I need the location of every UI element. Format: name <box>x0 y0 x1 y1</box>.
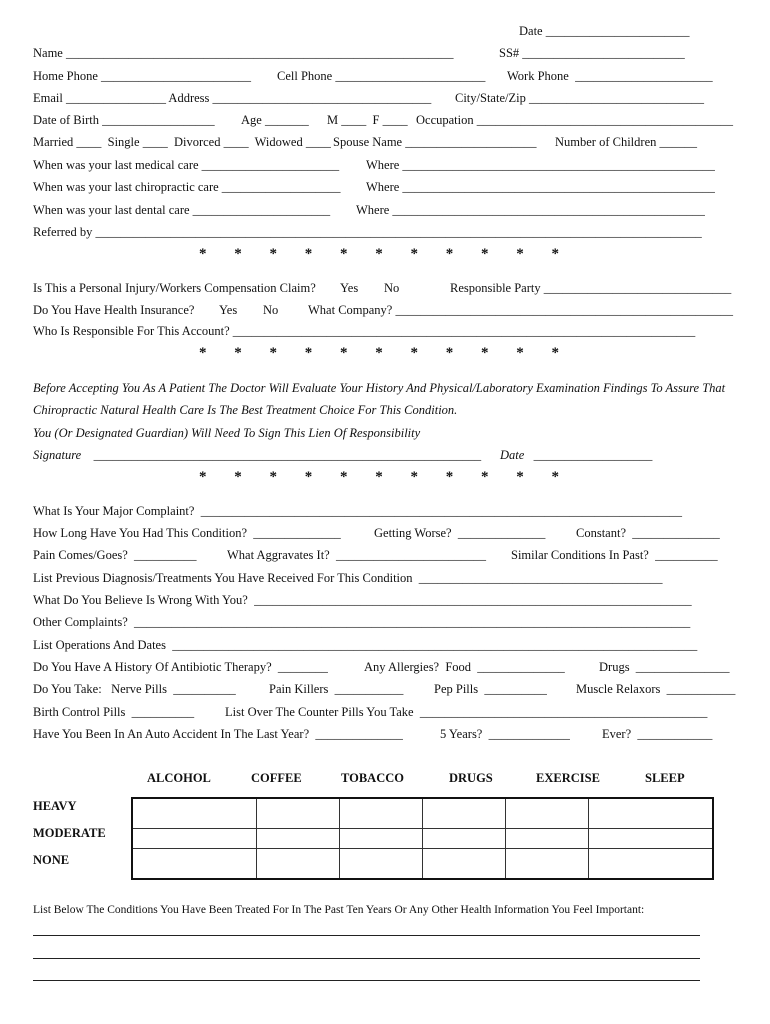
habit-cell[interactable] <box>257 828 340 848</box>
conditions-line[interactable] <box>33 980 700 981</box>
chiropractic-where-field[interactable]: Where __________________________________________________ <box>366 180 715 194</box>
habit-cell[interactable] <box>589 849 714 879</box>
habit-column-header: SLEEP <box>645 771 685 785</box>
similar-conditions-field[interactable]: Similar Conditions In Past? __________ <box>511 548 718 562</box>
drug-allergies-field[interactable]: Drugs _______________ <box>599 660 730 674</box>
habits-table <box>131 797 714 880</box>
habit-cell[interactable] <box>589 798 714 828</box>
last-dental-care-field[interactable]: When was your last dental care ______________________ <box>33 203 331 217</box>
city-state-zip-field[interactable]: City/State/Zip ____________________________ <box>455 91 704 105</box>
major-complaint-field[interactable]: What Is Your Major Complaint? _____________________________________________________________________________ <box>33 504 682 518</box>
section-divider: * * * * * * * * * * * <box>199 469 571 485</box>
lien-paragraph-line: Chiropractic Natural Health Care Is The Best Treatment Choice For This Condition. <box>33 403 458 417</box>
habit-cell[interactable] <box>506 798 589 828</box>
responsible-party-field[interactable]: Responsible Party ______________________________ <box>450 281 732 295</box>
habit-column-header: DRUGS <box>449 771 493 785</box>
last-medical-care-field[interactable]: When was your last medical care ______________________ <box>33 158 340 172</box>
getting-worse-field[interactable]: Getting Worse? ______________ <box>374 526 546 540</box>
birth-control-field[interactable]: Birth Control Pills __________ <box>33 705 195 719</box>
medical-where-field[interactable]: Where __________________________________________________ <box>366 158 715 172</box>
food-allergies-field[interactable]: Any Allergies? Food ______________ <box>364 660 565 674</box>
habit-row-label: MODERATE <box>33 826 106 840</box>
otc-pills-field[interactable]: List Over The Counter Pills You Take ______________________________________________ <box>225 705 708 719</box>
name-field[interactable]: Name ______________________________________________________________ <box>33 46 454 60</box>
habit-cell[interactable] <box>257 849 340 879</box>
habit-cell[interactable] <box>423 828 506 848</box>
signature-date-field[interactable]: Date ___________________ <box>500 448 653 462</box>
conditions-line[interactable] <box>33 935 700 936</box>
habit-row-label: HEAVY <box>33 799 77 813</box>
nerve-pills-field[interactable]: Do You Take: Nerve Pills __________ <box>33 682 236 696</box>
signature-field[interactable]: Signature ______________________________________________________________ <box>33 448 482 462</box>
marital-status-field[interactable]: Married ____ Single ____ Divorced ____ Widowed ____ <box>33 135 331 149</box>
habit-column-header: EXERCISE <box>536 771 600 785</box>
operations-field[interactable]: List Operations And Dates ____________________________________________________________________________________ <box>33 638 698 652</box>
last-chiropractic-care-field[interactable]: When was your last chiropractic care ___________________ <box>33 180 341 194</box>
habit-cell[interactable] <box>340 828 423 848</box>
lien-paragraph-line: You (Or Designated Guardian) Will Need To Sign This Lien Of Responsibility <box>33 426 421 440</box>
habit-cell[interactable] <box>423 798 506 828</box>
age-field[interactable]: Age _______ <box>241 113 309 127</box>
pain-comes-goes-field[interactable]: Pain Comes/Goes? __________ <box>33 548 197 562</box>
antibiotic-history-field[interactable]: Do You Have A History Of Antibiotic Therapy? ________ <box>33 660 328 674</box>
believe-wrong-field[interactable]: What Do You Believe Is Wrong With You? ______________________________________________________________________ <box>33 593 692 607</box>
condition-duration-field[interactable]: How Long Have You Had This Condition? ______________ <box>33 526 341 540</box>
insurance-company-field[interactable]: What Company? ______________________________________________________ <box>308 303 733 317</box>
conditions-line[interactable] <box>33 958 700 959</box>
lien-paragraph-line: Before Accepting You As A Patient The Doctor Will Evaluate Your History And Physical/Laboratory Examination Findings To Assure That <box>33 381 726 395</box>
ssn-field[interactable]: SS# __________________________ <box>499 46 685 60</box>
muscle-relaxors-field[interactable]: Muscle Relaxors ___________ <box>576 682 736 696</box>
injury-yes-option[interactable]: Yes <box>340 281 359 295</box>
previous-diagnosis-field[interactable]: List Previous Diagnosis/Treatments You Have Received For This Condition _______________________________________ <box>33 571 663 585</box>
habit-column-header: COFFEE <box>251 771 302 785</box>
conditions-instructions: List Below The Conditions You Have Been Treated For In The Past Ten Years Or Any Other Health Information You Feel Important: <box>33 904 645 916</box>
aggravates-field[interactable]: What Aggravates It? ________________________ <box>227 548 486 562</box>
sex-field[interactable]: M ____ F ____ <box>327 113 408 127</box>
health-insurance-question: Do You Have Health Insurance? <box>33 303 195 317</box>
habit-cell[interactable] <box>506 828 589 848</box>
occupation-field[interactable]: Occupation _________________________________________ <box>416 113 733 127</box>
habit-cell[interactable] <box>340 798 423 828</box>
insurance-no-option[interactable]: No <box>263 303 279 317</box>
injury-claim-question: Is This a Personal Injury/Workers Compensation Claim? <box>33 281 316 295</box>
email-address-field[interactable]: Email ________________ Address ___________________________________ <box>33 91 432 105</box>
habit-cell[interactable] <box>257 798 340 828</box>
habit-cell[interactable] <box>340 849 423 879</box>
habit-cell[interactable] <box>132 849 257 879</box>
habit-cell[interactable] <box>589 828 714 848</box>
number-of-children-field[interactable]: Number of Children ______ <box>555 135 697 149</box>
auto-accident-last-year-field[interactable]: Have You Been In An Auto Accident In The Last Year? ______________ <box>33 727 403 741</box>
date-of-birth-field[interactable]: Date of Birth __________________ <box>33 113 215 127</box>
auto-accident-ever-field[interactable]: Ever? ____________ <box>602 727 713 741</box>
habit-cell[interactable] <box>132 798 257 828</box>
cell-phone-field[interactable]: Cell Phone ________________________ <box>277 69 486 83</box>
date-field[interactable]: Date _______________________ <box>519 24 690 38</box>
habit-cell[interactable] <box>506 849 589 879</box>
work-phone-field[interactable]: Work Phone ______________________ <box>507 69 713 83</box>
responsible-account-field[interactable]: Who Is Responsible For This Account? __________________________________________________________________________ <box>33 324 696 338</box>
spouse-name-field[interactable]: Spouse Name _____________________ <box>333 135 537 149</box>
section-divider: * * * * * * * * * * * <box>199 345 571 361</box>
pep-pills-field[interactable]: Pep Pills __________ <box>434 682 547 696</box>
injury-no-option[interactable]: No <box>384 281 400 295</box>
pain-killers-field[interactable]: Pain Killers ___________ <box>269 682 404 696</box>
habit-column-header: ALCOHOL <box>147 771 211 785</box>
other-complaints-field[interactable]: Other Complaints? _________________________________________________________________________________________ <box>33 615 691 629</box>
dental-where-field[interactable]: Where __________________________________________________ <box>356 203 705 217</box>
home-phone-field[interactable]: Home Phone ________________________ <box>33 69 252 83</box>
insurance-yes-option[interactable]: Yes <box>219 303 238 317</box>
referred-by-field[interactable]: Referred by _________________________________________________________________________________________________ <box>33 225 702 239</box>
habit-column-header: TOBACCO <box>341 771 404 785</box>
section-divider: * * * * * * * * * * * <box>199 246 571 262</box>
habit-row-label: NONE <box>33 853 70 867</box>
habit-cell[interactable] <box>132 828 257 848</box>
constant-field[interactable]: Constant? ______________ <box>576 526 720 540</box>
auto-accident-5-years-field[interactable]: 5 Years? _____________ <box>440 727 570 741</box>
habit-cell[interactable] <box>423 849 506 879</box>
